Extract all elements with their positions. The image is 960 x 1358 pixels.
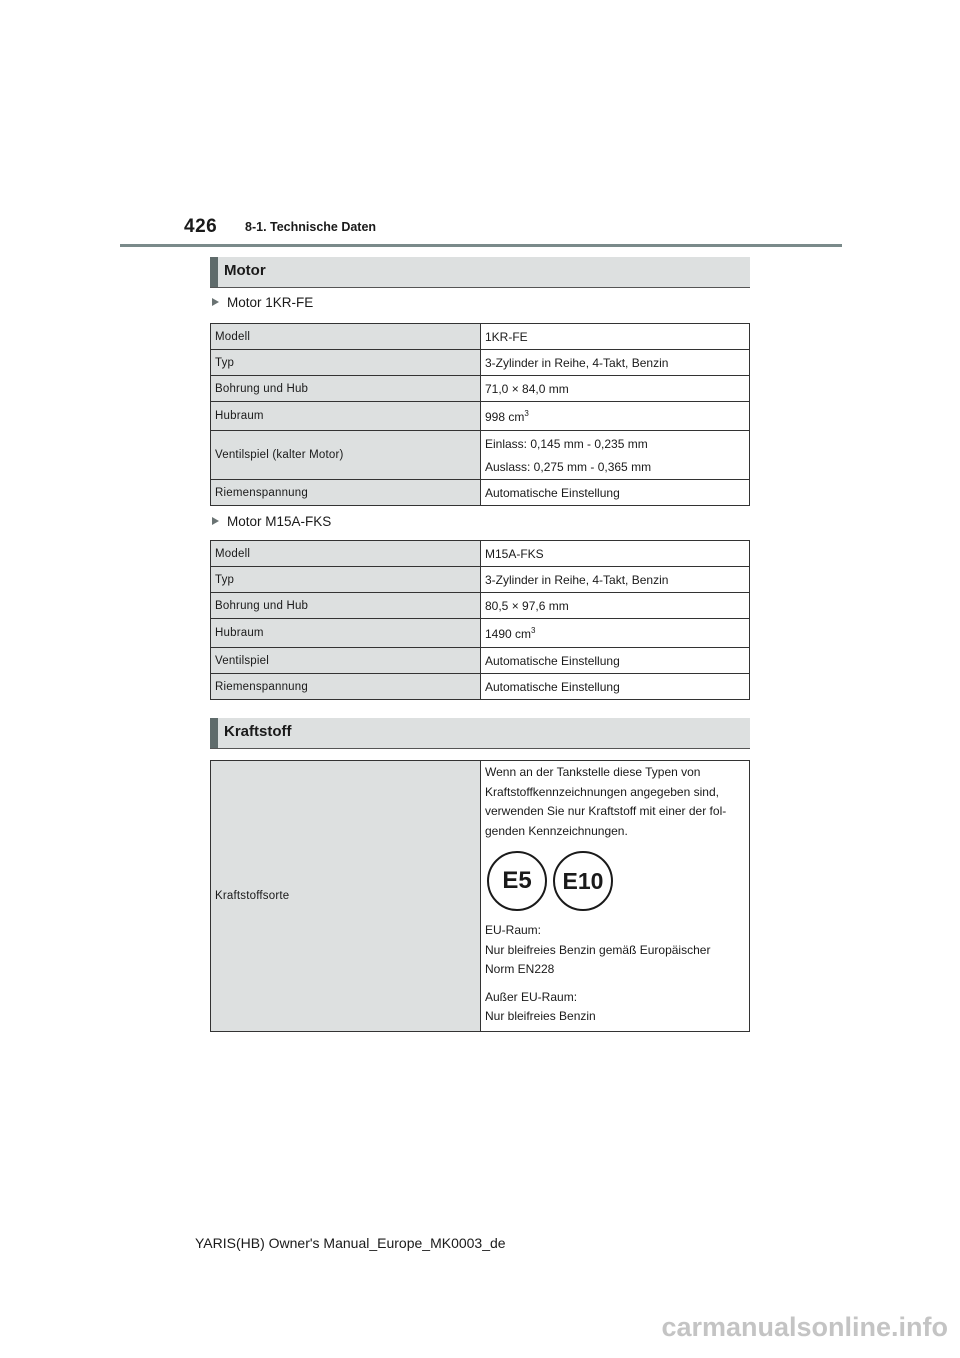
spec-label: Riemenspannung <box>211 674 481 700</box>
fuel-badge-e10: E10 <box>553 851 613 911</box>
eu-heading: EU-Raum: <box>485 923 542 937</box>
table-row <box>211 761 750 1032</box>
spec-value <box>481 431 750 480</box>
section-accent <box>210 718 218 748</box>
spec-label: Bohrung und Hub <box>211 376 481 402</box>
fuel-intro-line: verwenden Sie nur Kraftstoff mit einer der fol- <box>485 804 727 818</box>
fuel-label-badges <box>487 851 745 911</box>
engine1-heading <box>212 295 313 310</box>
non-eu-heading: Außer EU-Raum: <box>485 989 578 1004</box>
spec-label: Hubraum <box>211 619 481 648</box>
table-row <box>211 541 750 567</box>
spacer <box>485 980 745 988</box>
table-row <box>211 376 750 402</box>
spec-value: M15A-FKS <box>481 541 750 567</box>
page-number: 426 <box>184 216 218 237</box>
spec-label: Modell <box>211 541 481 567</box>
displacement-value: 998 cm <box>485 409 525 424</box>
engine1-heading-text: Motor 1KR-FE <box>227 295 314 310</box>
engine2-heading-text: Motor M15A-FKS <box>227 514 332 529</box>
fuel-intro-line: genden Kennzeichnungen. <box>485 823 628 838</box>
exhaust-clearance: Auslass: 0,275 mm - 0,365 mm <box>485 459 652 474</box>
spec-label: Ventilspiel <box>211 648 481 674</box>
spec-value <box>481 402 750 431</box>
triangle-bullet-icon <box>212 517 219 525</box>
section-reference: 8-1. Technische Daten <box>245 220 377 234</box>
engine2-spec-table <box>210 540 750 700</box>
section-title-fuel: Kraftstoff <box>224 723 292 740</box>
engine1-spec-table <box>210 323 750 506</box>
spec-value: 3-Zylinder in Reihe, 4-Takt, Benzin <box>481 350 750 376</box>
section-bar-motor <box>210 257 750 288</box>
spec-value: 3-Zylinder in Reihe, 4-Takt, Benzin <box>481 567 750 593</box>
unit-superscript: 3 <box>524 408 529 418</box>
table-row <box>211 567 750 593</box>
table-row <box>211 674 750 700</box>
spec-label: Typ <box>211 567 481 593</box>
table-row <box>211 648 750 674</box>
watermark: carmanualsonline.info <box>661 1312 948 1342</box>
spec-value: Automatische Einstellung <box>481 674 750 700</box>
spec-value: 1KR-FE <box>481 324 750 350</box>
table-row <box>211 402 750 431</box>
fuel-intro-line: Kraftstoffkennzeichnungen angegeben sind, <box>485 784 719 799</box>
table-row <box>211 350 750 376</box>
spec-value: 71,0 × 84,0 mm <box>481 376 750 402</box>
spec-value: Automatische Einstellung <box>481 480 750 506</box>
non-eu-text: Nur bleifreies Benzin <box>485 1009 596 1023</box>
eu-text: Nur bleifreies Benzin gemäß Europäischer <box>485 942 711 957</box>
spec-value <box>481 619 750 648</box>
spec-value: 80,5 × 97,6 mm <box>481 593 750 619</box>
fuel-type-label: Kraftstoffsorte <box>211 761 481 1032</box>
spec-label: Hubraum <box>211 402 481 431</box>
table-row <box>211 324 750 350</box>
footer-manual-id: YARIS(HB) Owner's Manual_Europe_MK0003_de <box>195 1235 506 1251</box>
table-row <box>211 431 750 480</box>
unit-superscript: 3 <box>531 625 536 635</box>
intake-clearance: Einlass: 0,145 mm - 0,235 mm <box>485 436 648 451</box>
table-row <box>211 480 750 506</box>
section-title-motor: Motor <box>224 262 266 279</box>
section-accent <box>210 257 218 287</box>
fuel-badge-e5: E5 <box>487 851 547 911</box>
table-row <box>211 593 750 619</box>
fuel-spec-table <box>210 760 750 1032</box>
engine2-heading <box>212 514 331 529</box>
spec-label: Typ <box>211 350 481 376</box>
spec-label: Ventilspiel (kalter Motor) <box>211 431 481 480</box>
displacement-value: 1490 cm <box>485 626 532 641</box>
header-rule <box>120 244 842 247</box>
triangle-bullet-icon <box>212 298 219 306</box>
spec-label: Modell <box>211 324 481 350</box>
eu-text: Norm EN228 <box>485 962 555 976</box>
fuel-intro-line: Wenn an der Tankstelle diese Typen von <box>485 765 701 779</box>
section-bar-fuel <box>210 718 750 749</box>
table-row <box>211 619 750 648</box>
fuel-type-value <box>481 761 750 1032</box>
spec-label: Riemenspannung <box>211 480 481 506</box>
spec-value: Automatische Einstellung <box>481 648 750 674</box>
spec-label: Bohrung und Hub <box>211 593 481 619</box>
